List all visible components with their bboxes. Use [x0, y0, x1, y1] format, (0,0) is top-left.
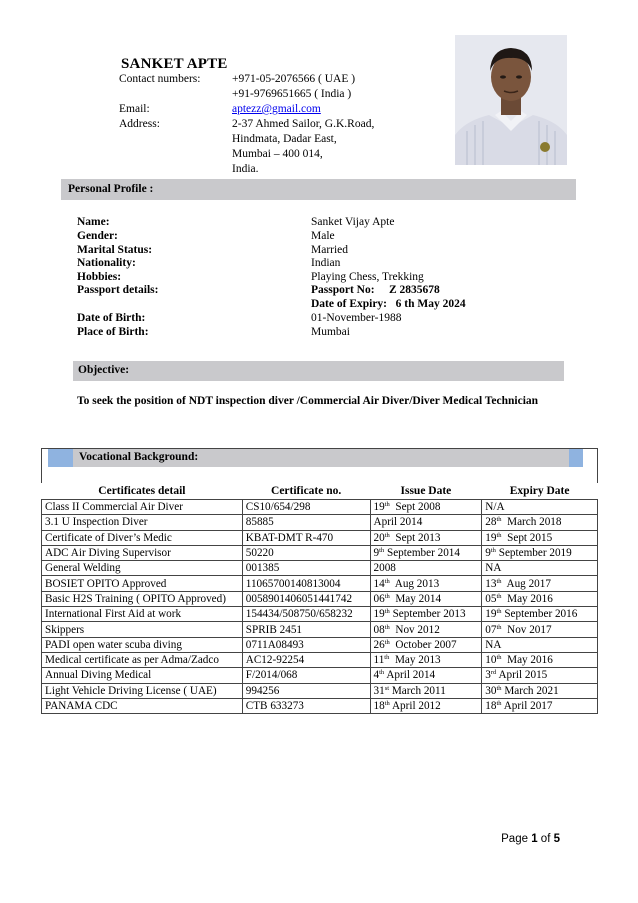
profile-label: Nationality: [77, 257, 136, 269]
profile-value: Playing Chess, Trekking [311, 271, 424, 283]
issue-date-cell [370, 683, 482, 698]
expiry-date-cell [482, 500, 598, 515]
ordinal-suffix: rd [490, 669, 497, 677]
ordinal-suffix: th [384, 608, 390, 616]
table-row [42, 622, 598, 637]
issue-date-cell [370, 500, 482, 515]
cert-number-cell: 154434/508750/658232 [242, 607, 370, 622]
email-link[interactable]: aptezz@gmail.com [232, 103, 321, 115]
ordinal-suffix: th [496, 531, 502, 539]
profile-label: Hobbies: [77, 271, 122, 283]
date-part: April 2014 [373, 516, 423, 529]
cert-number-cell: SPRIB 2451 [242, 622, 370, 637]
cert-name-cell: Basic H2S Training ( OPITO Approved) [42, 591, 243, 606]
date-part: Sept 2015 [501, 531, 553, 544]
table-row [42, 698, 598, 713]
table-row [42, 530, 598, 545]
date-part: May 2016 [501, 654, 553, 667]
cert-name-cell: General Welding [42, 561, 243, 576]
ordinal-suffix: th [379, 669, 385, 677]
issue-date-cell [370, 607, 482, 622]
issue-date-cell [370, 515, 482, 530]
cert-name-cell: PADI open water scuba diving [42, 637, 243, 652]
date-part: 31 [373, 684, 385, 697]
table-row [42, 637, 598, 652]
profile-label: Marital Status: [77, 244, 153, 256]
candidate-name: SANKET APTE [121, 56, 228, 72]
date-part: 19 [373, 608, 385, 621]
expiry-date-cell [482, 591, 598, 606]
date-part: 05 [485, 592, 497, 605]
ordinal-suffix: th [496, 654, 502, 662]
cert-number-cell: 11065700140813004 [242, 576, 370, 591]
cert-number-cell: 0711A08493 [242, 637, 370, 652]
passport-number: Passport No: Z 2835678 [311, 284, 440, 296]
cert-name-cell: International First Aid at work [42, 607, 243, 622]
ordinal-suffix: th [384, 531, 390, 539]
date-part: March 2021 [501, 684, 559, 697]
issue-date-cell [370, 652, 482, 667]
certificates-table [41, 483, 598, 714]
date-part: March 2011 [389, 684, 446, 697]
expiry-date-cell [482, 637, 598, 652]
date-part: 08 [373, 623, 385, 636]
email-label: Email: [119, 103, 150, 115]
date-part: Nov 2012 [389, 623, 440, 636]
portrait-illustration [455, 35, 567, 165]
date-part: NA [485, 638, 502, 651]
col-header-issue-date: Issue Date [370, 483, 482, 500]
date-part: 9 [485, 547, 491, 560]
profile-value: Married [311, 244, 349, 256]
cert-name-cell: Medical certificate as per Adma/Zadco [42, 652, 243, 667]
contact-label: Contact numbers: [119, 73, 201, 85]
date-part: May 2016 [501, 592, 553, 605]
cert-number-cell: KBAT-DMT R-470 [242, 530, 370, 545]
profile-label: Date of Birth: [77, 312, 146, 324]
objective-text: To seek the position of NDT inspection diver /Commercial Air Diver/Diver Medical Technician [77, 395, 539, 407]
table-row [42, 500, 598, 515]
objective-heading: Objective: [78, 364, 130, 376]
profile-label: Name: [77, 216, 110, 228]
profile-label: Place of Birth: [77, 326, 149, 338]
ordinal-suffix: th [496, 516, 502, 524]
date-part: May 2014 [389, 592, 442, 605]
cert-name-cell: Class II Commercial Air Diver [42, 500, 243, 515]
issue-date-cell [370, 576, 482, 591]
date-part: 26 [373, 638, 385, 651]
ordinal-suffix: th [496, 684, 502, 692]
date-part: May 2013 [389, 654, 441, 667]
cert-number-cell: 0058901406051441742 [242, 591, 370, 606]
date-part: Nov 2017 [501, 623, 552, 636]
page-word: Page [501, 833, 528, 845]
cert-number-cell: 994256 [242, 683, 370, 698]
date-part: 4 [373, 669, 380, 682]
issue-date-cell [370, 530, 482, 545]
passport-expiry: Date of Expiry: 6 th May 2024 [311, 298, 466, 310]
ordinal-suffix: th [496, 592, 502, 600]
ordinal-suffix: th [384, 592, 390, 600]
cert-name-cell: ADC Air Diving Supervisor [42, 545, 243, 560]
ordinal-suffix: th [496, 608, 502, 616]
date-part: 2008 [373, 562, 396, 575]
date-part: 20 [373, 531, 385, 544]
vocational-edge-left [48, 449, 73, 467]
expiry-date-cell [482, 698, 598, 713]
expiry-date-cell [482, 652, 598, 667]
address-line: Mumbai – 400 014, [232, 148, 323, 160]
address-line: Hindmata, Dadar East, [232, 133, 337, 145]
phone-uae: +971-05-2076566 ( UAE ) [232, 73, 356, 85]
vocational-bar [73, 449, 569, 467]
ordinal-suffix: st [384, 684, 390, 692]
expiry-date-cell [482, 576, 598, 591]
cert-number-cell: CTB 633273 [242, 698, 370, 713]
profile-label: Gender: [77, 230, 118, 242]
date-part: April 2015 [496, 669, 548, 682]
of-word: of [540, 833, 551, 845]
table-row [42, 515, 598, 530]
cert-number-cell: 85885 [242, 515, 370, 530]
ordinal-suffix: th [490, 547, 496, 555]
date-part: 28 [485, 516, 497, 529]
ordinal-suffix: th [384, 577, 390, 585]
ordinal-suffix: th [384, 501, 390, 509]
cert-name-cell: Annual Diving Medical [42, 668, 243, 683]
expiry-date-cell [482, 545, 598, 560]
cert-name-cell: Light Vehicle Driving License ( UAE) [42, 683, 243, 698]
date-part: 19 [373, 501, 385, 514]
date-part: 30 [485, 684, 497, 697]
cert-number-cell: CS10/654/298 [242, 500, 370, 515]
date-part: March 2018 [501, 516, 562, 529]
col-header-expiry-date: Expiry Date [482, 483, 598, 500]
date-part: 18 [373, 700, 385, 712]
table-row [42, 607, 598, 622]
date-part: October 2007 [389, 638, 457, 651]
profile-label: Passport details: [77, 284, 159, 296]
profile-value: Indian [311, 257, 341, 269]
personal-profile-heading: Personal Profile : [68, 183, 154, 195]
cert-name-cell: BOSIET OPITO Approved [42, 576, 243, 591]
page-total: 5 [553, 833, 560, 845]
table-row [42, 652, 598, 667]
date-part: 18 [485, 700, 497, 712]
issue-date-cell [370, 591, 482, 606]
page-number: 1 [531, 833, 538, 845]
expiry-date-cell [482, 561, 598, 576]
date-part: April 2012 [389, 700, 441, 712]
address-line: 2-37 Ahmed Sailor, G.K.Road, [232, 118, 375, 130]
cert-name-cell: Skippers [42, 622, 243, 637]
date-part: Sept 2008 [389, 501, 441, 514]
personal-profile-bar [61, 179, 576, 200]
date-part: 3 [485, 669, 491, 682]
table-row [42, 561, 598, 576]
date-part: NA [485, 562, 502, 575]
ordinal-suffix: th [384, 638, 390, 646]
date-part: April 2017 [501, 700, 553, 712]
certificates-body [42, 500, 598, 714]
vocational-heading: Vocational Background: [79, 451, 199, 463]
ordinal-suffix: th [496, 577, 502, 585]
ordinal-suffix: th [384, 654, 390, 662]
issue-date-cell [370, 622, 482, 637]
date-part: 11 [373, 654, 385, 667]
ordinal-suffix: th [496, 700, 502, 707]
expiry-date-cell [482, 683, 598, 698]
col-header-number: Certificate no. [242, 483, 370, 500]
cert-number-cell: 50220 [242, 545, 370, 560]
ordinal-suffix: th [384, 700, 390, 707]
cert-number-cell: AC12-92254 [242, 652, 370, 667]
col-header-certificate: Certificates detail [42, 483, 243, 500]
date-part: 19 [485, 608, 497, 621]
date-part: 06 [373, 592, 385, 605]
date-part: 07 [485, 623, 497, 636]
date-part: N/A [485, 501, 505, 514]
objective-bar [73, 361, 564, 381]
date-part: September 2019 [495, 547, 572, 560]
cert-name-cell: 3.1 U Inspection Diver [42, 515, 243, 530]
date-part: 14 [373, 577, 385, 590]
ordinal-suffix: th [496, 623, 502, 631]
address-label: Address: [119, 118, 160, 130]
date-part: September 2016 [501, 608, 578, 621]
table-row [42, 591, 598, 606]
date-part: April 2014 [384, 669, 436, 682]
page-footer [501, 833, 560, 845]
expiry-date-cell [482, 515, 598, 530]
address-line: India. [232, 163, 259, 175]
issue-date-cell [370, 561, 482, 576]
expiry-date-cell [482, 530, 598, 545]
expiry-date-cell [482, 607, 598, 622]
vocational-edge-right [569, 449, 583, 467]
date-part: Aug 2017 [501, 577, 551, 590]
date-part: September 2013 [389, 608, 466, 621]
ordinal-suffix: th [384, 623, 390, 631]
issue-date-cell [370, 668, 482, 683]
issue-date-cell [370, 545, 482, 560]
ordinal-suffix: th [379, 547, 385, 555]
table-row [42, 576, 598, 591]
date-part: September 2014 [384, 547, 460, 560]
table-row [42, 545, 598, 560]
table-header-row [42, 483, 598, 500]
profile-value: Sanket Vijay Apte [311, 216, 395, 228]
issue-date-cell [370, 637, 482, 652]
cert-name-cell: Certificate of Diver’s Medic [42, 530, 243, 545]
cert-number-cell: F/2014/068 [242, 668, 370, 683]
expiry-date-cell [482, 622, 598, 637]
profile-value: Mumbai [311, 326, 350, 338]
date-part: 19 [485, 531, 497, 544]
date-part: 9 [373, 547, 380, 560]
profile-photo [455, 35, 567, 165]
date-part: 13 [485, 577, 497, 590]
table-row [42, 668, 598, 683]
cert-number-cell: 001385 [242, 561, 370, 576]
profile-value: 01-November-1988 [311, 312, 402, 324]
cert-name-cell: PANAMA CDC [42, 698, 243, 713]
date-part: Aug 2013 [389, 577, 440, 590]
table-row [42, 683, 598, 698]
date-part: 10 [485, 654, 497, 667]
phone-india: +91-9769651665 ( India ) [232, 88, 352, 100]
expiry-date-cell [482, 668, 598, 683]
date-part: Sept 2013 [389, 531, 441, 544]
profile-value: Male [311, 230, 335, 242]
issue-date-cell [370, 698, 482, 713]
